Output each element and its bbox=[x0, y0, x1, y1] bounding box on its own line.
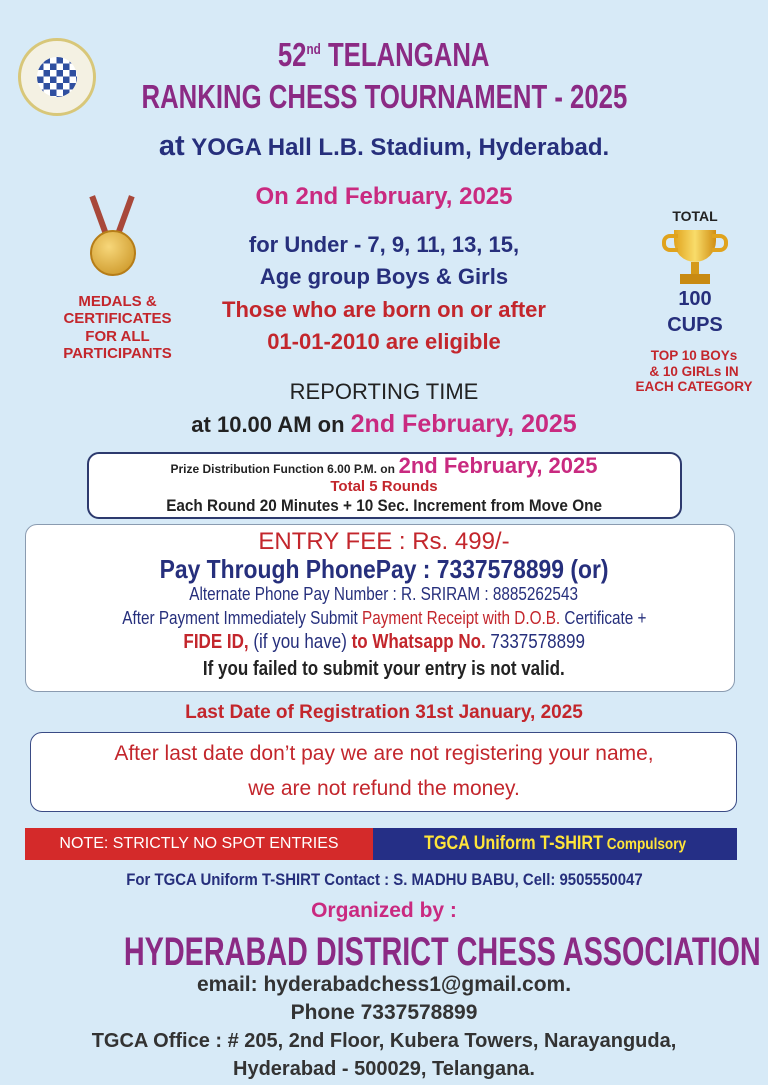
pay-through: Pay Through PhonePay : 7337578899 (or) bbox=[159, 554, 609, 584]
venue: at YOGA Hall L.B. Stadium, Hyderabad. bbox=[158, 130, 610, 162]
cups-label: CUPS bbox=[667, 314, 723, 336]
title-line2: RANKING CHESS TOURNAMENT - 2025 bbox=[141, 78, 627, 115]
medals-note: MEDALS & CERTIFICATES FOR ALL PARTICIPANTS bbox=[63, 293, 172, 362]
cups-note: TOP 10 BOYs & 10 GIRLs IN EACH CATEGORY bbox=[635, 348, 753, 395]
cups-count: 100 bbox=[678, 288, 712, 310]
trophy-icon bbox=[660, 230, 730, 290]
address-line: TGCA Office : # 205, 2nd Floor, Kubera Towers, Narayanguda, bbox=[91, 1030, 677, 1052]
address-line: Hyderabad - 500029, Telangana. bbox=[233, 1058, 535, 1080]
time-control: Each Round 20 Minutes + 10 Sec. Increment from Move One bbox=[166, 496, 602, 515]
entry-fee: ENTRY FEE : Rs. 499/- bbox=[258, 528, 510, 555]
eligibility-line: Those who are born on or after bbox=[222, 297, 546, 322]
last-date: Last Date of Registration 31st January, 2025 bbox=[185, 702, 583, 723]
email: email: hyderabadchess1@gmail.com. bbox=[196, 973, 572, 996]
submit-instructions: After Payment Immediately Submit Payment Receipt with D.O.B. Certificate + bbox=[121, 608, 647, 628]
tshirt-contact: For TGCA Uniform T-SHIRT Contact : S. MADHU BABU, Cell: 9505550047 bbox=[125, 870, 643, 889]
medal-icon bbox=[88, 195, 138, 295]
reporting-time: at 10.00 AM on 2nd February, 2025 bbox=[191, 410, 577, 438]
title-line1: 52nd TELANGANA bbox=[278, 36, 490, 73]
phone: Phone 7337578899 bbox=[290, 1001, 478, 1024]
warning-line: we are not refund the money. bbox=[248, 777, 520, 800]
tournament-date: On 2nd February, 2025 bbox=[255, 183, 513, 210]
eligibility-line: Age group Boys & Girls bbox=[259, 264, 509, 289]
reporting-title: REPORTING TIME bbox=[289, 379, 479, 404]
eligibility-line: for Under - 7, 9, 11, 13, 15, bbox=[248, 232, 520, 257]
warning-line: After last date don’t pay we are not registering your name, bbox=[114, 742, 654, 765]
spot-entry-banner: NOTE: STRICTLY NO SPOT ENTRIES bbox=[25, 828, 373, 860]
tshirt-banner: TGCA Uniform T-SHIRT Compulsory bbox=[373, 828, 737, 860]
alternate-number: Alternate Phone Pay Number : R. SRIRAM : 8885262543 bbox=[189, 584, 579, 604]
organizer: HYDERABAD DISTRICT CHESS ASSOCIATION bbox=[123, 930, 761, 974]
eligibility-line: 01-01-2010 are eligible bbox=[267, 329, 501, 354]
rounds: Total 5 Rounds bbox=[330, 478, 438, 495]
fide-line: FIDE ID, (if you have) to Whatsapp No. 7337578899 bbox=[183, 631, 585, 653]
cups-total-label: TOTAL bbox=[672, 208, 718, 224]
organized-by: Organized by : bbox=[311, 899, 457, 922]
invalid-note: If you failed to submit your entry is not valid. bbox=[203, 658, 565, 680]
prize-line: Prize Distribution Function 6.00 P.M. on 2nd February, 2025 bbox=[170, 453, 598, 478]
